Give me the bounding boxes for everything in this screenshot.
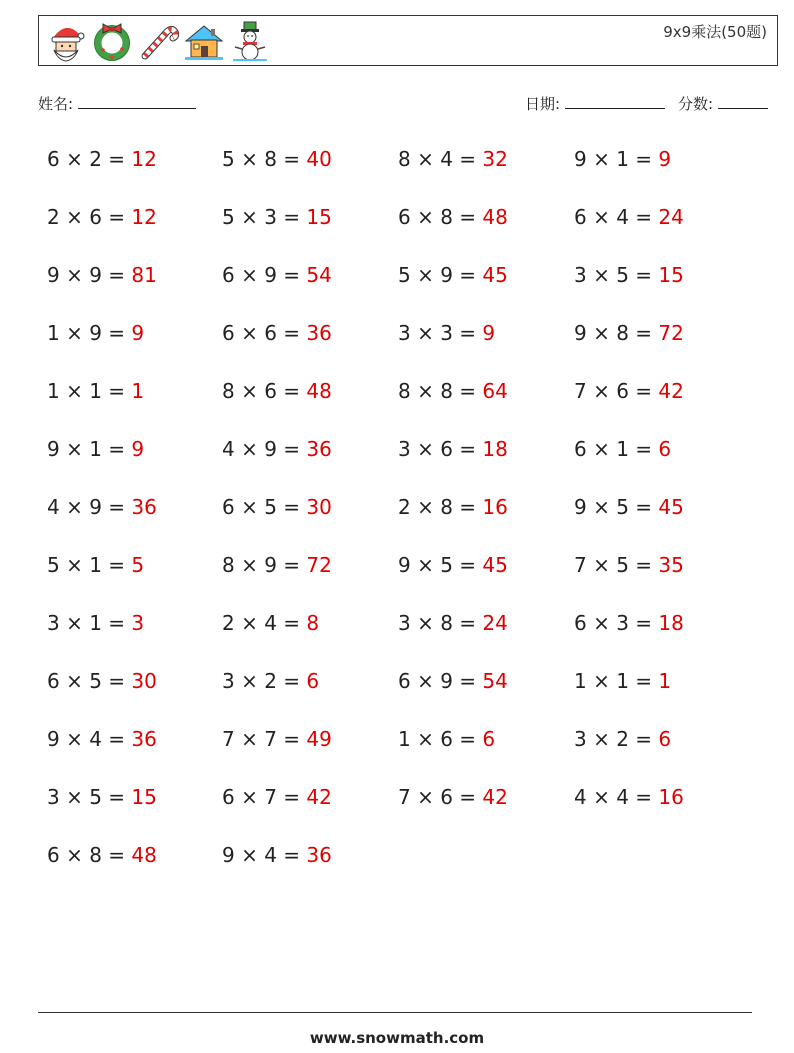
problem-item	[47, 437, 144, 461]
problem-question: 9 × 1 =	[574, 147, 659, 171]
problem-question: 9 × 1 =	[47, 437, 132, 461]
problem-question: 3 × 5 =	[574, 263, 659, 287]
problem-question: 6 × 3 =	[574, 611, 659, 635]
problem-item	[398, 437, 508, 461]
problem-item	[47, 379, 144, 403]
problem-item	[222, 321, 332, 345]
problem-answer: 3	[131, 611, 145, 635]
problem-item	[222, 205, 332, 229]
problem-item	[574, 611, 684, 635]
problem-item	[574, 727, 671, 751]
problem-question: 1 × 6 =	[398, 727, 483, 751]
problem-question: 4 × 9 =	[47, 495, 132, 519]
problem-answer: 72	[306, 553, 332, 577]
problem-answer: 48	[306, 379, 332, 403]
problem-item	[222, 785, 332, 809]
problem-answer: 49	[306, 727, 332, 751]
problem-item	[398, 553, 508, 577]
problem-question: 5 × 1 =	[47, 553, 132, 577]
house-icon	[183, 20, 225, 62]
problem-answer: 81	[131, 263, 157, 287]
problem-answer: 9	[482, 321, 496, 345]
problem-answer: 48	[482, 205, 508, 229]
problem-item	[398, 611, 508, 635]
worksheet-title: 9x9乘法(50题)	[663, 23, 767, 41]
problem-answer: 9	[658, 147, 672, 171]
problem-question: 4 × 9 =	[222, 437, 307, 461]
problem-item	[222, 727, 332, 751]
score-blank[interactable]	[718, 94, 768, 109]
icon-strip	[45, 20, 271, 62]
footer-divider	[38, 1012, 752, 1013]
problem-item	[222, 611, 319, 635]
problem-question: 4 × 4 =	[574, 785, 659, 809]
problem-answer: 24	[482, 611, 508, 635]
problem-item	[398, 205, 508, 229]
problem-question: 6 × 6 =	[222, 321, 307, 345]
problem-question: 7 × 6 =	[574, 379, 659, 403]
problem-answer: 36	[131, 495, 157, 519]
problem-answer: 16	[482, 495, 508, 519]
problem-item	[574, 147, 671, 171]
problem-answer: 12	[131, 147, 157, 171]
problem-question: 3 × 2 =	[574, 727, 659, 751]
problem-question: 2 × 6 =	[47, 205, 132, 229]
problem-question: 7 × 6 =	[398, 785, 483, 809]
problem-answer: 6	[306, 669, 320, 693]
problem-answer: 18	[658, 611, 684, 635]
problem-question: 7 × 5 =	[574, 553, 659, 577]
problem-answer: 42	[658, 379, 684, 403]
problem-question: 3 × 6 =	[398, 437, 483, 461]
problem-item	[574, 785, 684, 809]
problem-answer: 32	[482, 147, 508, 171]
problem-answer: 36	[306, 321, 332, 345]
problem-item	[47, 147, 157, 171]
problem-answer: 42	[482, 785, 508, 809]
worksheet-header	[38, 15, 778, 66]
problem-question: 8 × 8 =	[398, 379, 483, 403]
problem-question: 2 × 8 =	[398, 495, 483, 519]
problem-question: 6 × 8 =	[398, 205, 483, 229]
problem-question: 8 × 6 =	[222, 379, 307, 403]
problem-answer: 15	[658, 263, 684, 287]
problem-answer: 1	[658, 669, 672, 693]
problem-answer: 5	[131, 553, 145, 577]
problem-answer: 1	[131, 379, 145, 403]
problem-item	[47, 263, 157, 287]
problem-item	[47, 321, 144, 345]
problem-answer: 36	[306, 843, 332, 867]
problem-answer: 6	[658, 437, 672, 461]
problem-item	[222, 495, 332, 519]
problem-answer: 35	[658, 553, 684, 577]
problem-answer: 42	[306, 785, 332, 809]
problem-item	[398, 321, 495, 345]
problem-question: 9 × 5 =	[574, 495, 659, 519]
problem-answer: 6	[658, 727, 672, 751]
problem-question: 6 × 5 =	[47, 669, 132, 693]
problem-question: 1 × 9 =	[47, 321, 132, 345]
problem-question: 6 × 9 =	[398, 669, 483, 693]
problem-item	[222, 263, 332, 287]
problem-question: 9 × 5 =	[398, 553, 483, 577]
problem-answer: 30	[306, 495, 332, 519]
name-label: 姓名:	[38, 95, 74, 113]
problem-item	[222, 669, 319, 693]
problem-item	[574, 205, 684, 229]
problem-question: 8 × 9 =	[222, 553, 307, 577]
problem-question: 9 × 4 =	[47, 727, 132, 751]
problem-answer: 18	[482, 437, 508, 461]
problem-answer: 48	[131, 843, 157, 867]
problem-question: 5 × 9 =	[398, 263, 483, 287]
problem-item	[398, 727, 495, 751]
candy-cane-icon	[137, 20, 179, 62]
footer-website: www.snowmath.com	[309, 1029, 485, 1047]
problem-question: 6 × 7 =	[222, 785, 307, 809]
problem-answer: 9	[131, 321, 145, 345]
problem-question: 1 × 1 =	[574, 669, 659, 693]
problem-question: 6 × 8 =	[47, 843, 132, 867]
problem-item	[47, 495, 157, 519]
problem-question: 3 × 1 =	[47, 611, 132, 635]
problem-item	[47, 843, 157, 867]
date-label: 日期:	[525, 95, 561, 113]
problem-item	[47, 205, 157, 229]
problem-item	[47, 611, 144, 635]
problem-item	[574, 437, 671, 461]
problem-answer: 72	[658, 321, 684, 345]
problem-item	[574, 379, 684, 403]
problem-question: 6 × 4 =	[574, 205, 659, 229]
problem-item	[222, 147, 332, 171]
score-label: 分数:	[678, 95, 714, 113]
problem-question: 5 × 3 =	[222, 205, 307, 229]
problem-item	[398, 669, 508, 693]
problem-question: 7 × 7 =	[222, 727, 307, 751]
problem-question: 9 × 9 =	[47, 263, 132, 287]
problem-question: 9 × 8 =	[574, 321, 659, 345]
problem-answer: 45	[482, 553, 508, 577]
score-field	[678, 93, 768, 114]
problem-answer: 45	[482, 263, 508, 287]
problem-question: 3 × 8 =	[398, 611, 483, 635]
wreath-icon	[91, 20, 133, 62]
problem-item	[398, 263, 508, 287]
name-blank[interactable]	[78, 94, 196, 109]
problem-answer: 36	[131, 727, 157, 751]
date-blank[interactable]	[565, 94, 665, 109]
problem-answer: 24	[658, 205, 684, 229]
problem-answer: 15	[306, 205, 332, 229]
problem-item	[574, 553, 684, 577]
problem-question: 6 × 2 =	[47, 147, 132, 171]
problem-item	[47, 785, 157, 809]
problem-question: 6 × 1 =	[574, 437, 659, 461]
problem-item	[574, 263, 684, 287]
problem-question: 5 × 8 =	[222, 147, 307, 171]
problem-answer: 54	[306, 263, 332, 287]
snowman-icon	[229, 20, 271, 62]
problem-answer: 30	[131, 669, 157, 693]
problem-item	[47, 553, 144, 577]
problem-item	[398, 495, 508, 519]
problem-question: 9 × 4 =	[222, 843, 307, 867]
problem-question: 8 × 4 =	[398, 147, 483, 171]
problem-question: 3 × 2 =	[222, 669, 307, 693]
problem-item	[222, 553, 332, 577]
problem-answer: 40	[306, 147, 332, 171]
problem-question: 2 × 4 =	[222, 611, 307, 635]
problem-answer: 64	[482, 379, 508, 403]
problem-question: 1 × 1 =	[47, 379, 132, 403]
problem-item	[47, 727, 157, 751]
problem-item	[574, 669, 671, 693]
problem-answer: 45	[658, 495, 684, 519]
problem-answer: 8	[306, 611, 320, 635]
problem-question: 3 × 5 =	[47, 785, 132, 809]
date-field	[525, 93, 665, 114]
problem-answer: 9	[131, 437, 145, 461]
name-field	[38, 93, 196, 114]
problem-question: 3 × 3 =	[398, 321, 483, 345]
problem-item	[398, 785, 508, 809]
santa-icon	[45, 20, 87, 62]
problem-answer: 54	[482, 669, 508, 693]
problem-answer: 15	[131, 785, 157, 809]
problem-answer: 16	[658, 785, 684, 809]
problem-item	[47, 669, 157, 693]
problem-answer: 36	[306, 437, 332, 461]
problem-item	[398, 147, 508, 171]
problem-item	[222, 379, 332, 403]
problem-item	[574, 321, 684, 345]
problem-item	[222, 437, 332, 461]
problem-answer: 12	[131, 205, 157, 229]
problem-item	[222, 843, 332, 867]
problem-question: 6 × 5 =	[222, 495, 307, 519]
problem-answer: 6	[482, 727, 496, 751]
problem-item	[574, 495, 684, 519]
problem-item	[398, 379, 508, 403]
problem-question: 6 × 9 =	[222, 263, 307, 287]
